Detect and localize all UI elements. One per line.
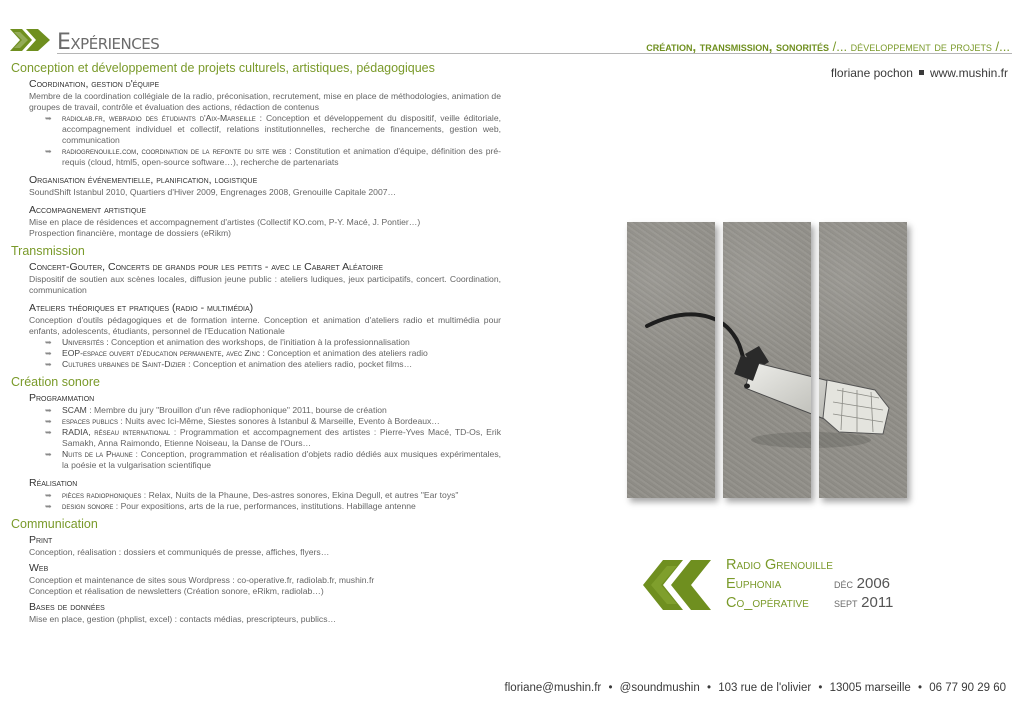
start-year: 2006 xyxy=(856,575,891,592)
start-date xyxy=(834,575,890,592)
contact-email[interactable]: floriane@mushin.fr xyxy=(504,682,602,694)
subsection-title: Réalisation xyxy=(29,477,78,489)
org-euphonia: Euphonia xyxy=(726,576,782,592)
arrow-right-icon: ➥ xyxy=(45,338,52,347)
list-item xyxy=(45,359,501,370)
item-text: Conception et animation des ateliers radio xyxy=(264,348,428,358)
item-label: EOP-espace ouvert d'éducation permanente, avec Zinc : xyxy=(62,348,265,358)
item-label: Cultures urbaines de Saint-Dizier xyxy=(62,359,186,369)
arrow-right-icon: ➥ xyxy=(45,491,52,500)
list-item xyxy=(45,348,501,359)
start-month: déc xyxy=(834,576,854,591)
tagline-keywords: création, transmission, sonorités xyxy=(646,39,830,54)
description: Mise en place, gestion (phplist, excel) : contacts médias, prescripteurs, publics… xyxy=(29,614,337,624)
list-item xyxy=(45,416,501,427)
end-month: sept xyxy=(834,595,858,610)
list-item xyxy=(45,427,501,449)
arrow-right-icon: ➥ xyxy=(45,147,52,156)
author-website[interactable]: www.mushin.fr xyxy=(929,66,1008,80)
subsection-title: Bases de données xyxy=(29,601,105,613)
section-title-conception: Conception et développement de projets culturels, artistiques, pédagogiques xyxy=(11,61,435,75)
end-year: 2011 xyxy=(861,594,894,611)
item-label: SCAM xyxy=(62,405,87,415)
section-title-communication: Communication xyxy=(11,517,98,531)
tagline-rest: /... développement de projets /... xyxy=(829,39,1010,54)
description: Prospection financière, montage de dossiers (eRikm) xyxy=(29,228,232,238)
item-label: RADIA, réseau international xyxy=(62,427,171,437)
contact-footer xyxy=(505,682,1006,694)
arrow-right-icon: ➥ xyxy=(45,450,52,459)
experience-list xyxy=(11,60,501,716)
author-name: floriane pochon xyxy=(830,66,913,80)
contact-phone: 06 77 90 29 60 xyxy=(929,682,1006,694)
subsection-title: Print xyxy=(29,534,53,546)
item-text: Conception et animation des workshops, de l'initiation à la professionnalisation xyxy=(108,337,410,347)
item-text: : Programmation et accompagnement des artistes : Pierre-Yves Macé, TD-Os, Erik Samakh, Anna Raimondo, Etienne Noiseau, la Danse de l'Ours… xyxy=(62,427,501,448)
list-item xyxy=(45,113,501,146)
section-title-transmission: Transmission xyxy=(11,244,85,258)
description: Membre de la coordination collégiale de la radio, préconisation, recrutement, mise en place de méthodologies, animation de groupes de travail, contrôle et évaluation des actions, rédaction de contenus xyxy=(29,91,501,112)
description: Conception d'outils pédagogiques et de formation interne. Conception et animation d'ateliers radio et multimédia pour enfants, adolescents, étudiants, personnel de l'Education Nationale xyxy=(29,315,501,336)
subsection-title: Web xyxy=(29,562,49,574)
arrow-right-icon: ➥ xyxy=(45,349,52,358)
arrow-right-icon: ➥ xyxy=(45,417,52,426)
author-line xyxy=(831,66,1008,80)
list-item xyxy=(45,449,501,471)
description: SoundShift Istanbul 2010, Quartiers d'Hiver 2009, Engrenages 2008, Grenouille Capitale 2007… xyxy=(29,187,397,197)
double-chevron-right-icon xyxy=(8,27,52,53)
double-chevron-left-icon xyxy=(633,558,713,612)
item-label: radiogrenouille.com, coordination de la refonte du site web : xyxy=(62,146,292,156)
subsection-title: Organisation événementielle, planification, logistique xyxy=(29,174,258,186)
section-title-creation: Création sonore xyxy=(11,375,100,389)
microphone-photo-triptych xyxy=(627,222,907,504)
separator: • xyxy=(706,682,711,694)
org-radio-grenouille: Radio Grenouille xyxy=(726,557,833,573)
arrow-right-icon: ➥ xyxy=(45,406,52,415)
contact-handle[interactable]: @soundmushin xyxy=(619,682,700,694)
list-item xyxy=(45,501,501,512)
list-item xyxy=(45,490,501,501)
tagline xyxy=(646,39,1010,55)
item-label: Nuits de la Phaune xyxy=(62,449,133,459)
separator: • xyxy=(818,682,823,694)
item-label: design sonore xyxy=(62,501,114,511)
arrow-right-icon: ➥ xyxy=(45,428,52,437)
end-date xyxy=(834,594,893,611)
description: Conception, réalisation : dossiers et communiqués de presse, affiches, flyers… xyxy=(29,547,330,557)
item-text: : Relax, Nuits de la Phaune, Des-astres sonores, Ekina Degull, et autres "Ear toys" xyxy=(141,490,459,500)
item-label: radiolab.fr, webradio des étudiants d'Aix-Marseille : xyxy=(62,113,263,123)
subsection-title: Ateliers théoriques et pratiques (radio - multimédia) xyxy=(29,302,254,314)
subsection-title: Coordination, gestion d'équipe xyxy=(29,78,160,90)
square-bullet-icon xyxy=(919,70,924,75)
item-label: pièces radiophoniques xyxy=(62,490,142,500)
subsection-title: Accompagnement artistique xyxy=(29,204,147,216)
item-text: Conception et développement du dispositif, veille éditoriale, accompagnement individuel et collectif, relations institutionnelles, recherche de financements, gestion web, communication xyxy=(62,113,501,145)
item-text: : Conception et animation des ateliers radio, pocket films… xyxy=(185,359,413,369)
item-text: : Nuits avec Ici-Même, Siestes sonores à Istanbul & Marseille, Evento à Bordeaux… xyxy=(117,416,440,426)
separator: • xyxy=(918,682,923,694)
arrow-right-icon: ➥ xyxy=(45,360,52,369)
list-item xyxy=(45,405,501,416)
item-text: : Conception, programmation et réalisation d'objets radio dédiés aux musiques expérimentales, la poésie et la vulgarisation scientifique xyxy=(62,449,501,470)
arrow-right-icon: ➥ xyxy=(45,502,52,511)
description: Mise en place de résidences et accompagnement d'artistes (Collectif KO.com, P-Y. Macé, J. Pontier…) xyxy=(29,217,421,227)
item-text: : Pour expositions, arts de la rue, performances, institutions. Habillage antenne xyxy=(113,501,416,511)
description: Conception et réalisation de newsletters (Création sonore, eRikm, radiolab…) xyxy=(29,586,324,596)
contact-street: 103 rue de l'olivier xyxy=(718,682,812,694)
separator: • xyxy=(608,682,613,694)
organisations-credits xyxy=(726,556,926,613)
arrow-right-icon: ➥ xyxy=(45,114,52,123)
description: Conception et maintenance de sites sous Wordpress : co-operative.fr, radiolab.fr, mushin.fr xyxy=(29,575,375,585)
description: Dispositif de soutien aux scènes locales, diffusion jeune public : ateliers ludiques, jeux participatifs, concert. Coordination, communication xyxy=(29,274,501,295)
subsection-title: Programmation xyxy=(29,392,95,404)
microphone-icon xyxy=(627,222,907,498)
item-label: espaces publics xyxy=(62,416,118,426)
item-label: Universités : xyxy=(62,337,109,347)
page-title: Expériences xyxy=(57,30,160,55)
list-item xyxy=(45,337,501,348)
subsection-title: Concert-Gouter, Concerts de grands pour les petits - avec le Cabaret Aléatoire xyxy=(29,261,384,273)
org-cooperative: Co_opérative xyxy=(726,595,809,611)
item-text: Constitution et animation d'équipe, définition des pré-requis (cloud, html5, open-source software…), recherche de partenariats xyxy=(62,146,501,167)
contact-city: 13005 marseille xyxy=(829,682,911,694)
list-item xyxy=(45,146,501,168)
item-text: : Membre du jury "Brouillon d'un rêve radiophonique" 2011, bourse de création xyxy=(86,405,387,415)
